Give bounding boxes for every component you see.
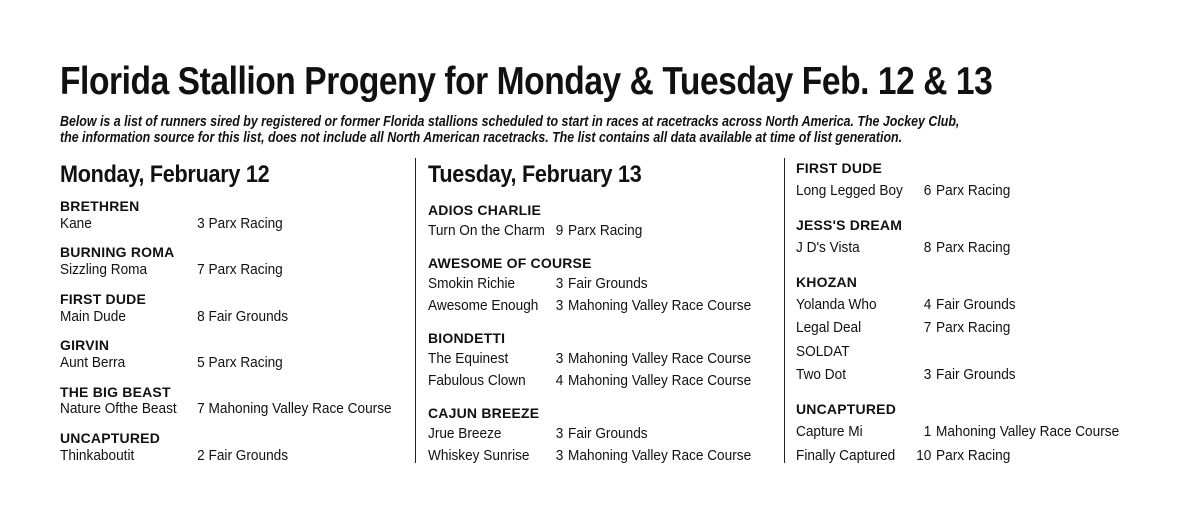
intro-text xyxy=(60,114,1137,146)
track-name: Fair Grounds xyxy=(208,448,289,464)
sire-name: BURNING ROMA xyxy=(60,244,175,260)
sire-name: JESS'S DREAM xyxy=(796,217,903,233)
intro-line-2: the information source for this list, does not include all North American racetracks. The list contains all data available at time of list generation. xyxy=(60,130,903,146)
post-number: 3 xyxy=(923,367,932,383)
monday-heading: Monday, February 12 xyxy=(60,161,270,188)
track-name: Mahoning Valley Race Course xyxy=(208,401,392,417)
horse-name: Awesome Enough xyxy=(428,298,539,314)
column-divider xyxy=(415,158,416,463)
horse-name: Smokin Richie xyxy=(428,276,516,292)
sire-name: FIRST DUDE xyxy=(796,160,882,176)
horse-name: Nature Ofthe Beast xyxy=(60,401,177,417)
sire-name: BRETHREN xyxy=(60,198,140,214)
column-divider xyxy=(784,158,785,463)
track-name: Parx Racing xyxy=(936,320,1011,336)
post-number: 8 xyxy=(923,240,932,256)
horse-name: SOLDAT xyxy=(796,344,850,360)
horse-name: Fabulous Clown xyxy=(428,373,526,389)
horse-name: Kane xyxy=(60,216,92,232)
track-name: Mahoning Valley Race Course xyxy=(568,448,752,464)
track-name: Mahoning Valley Race Course xyxy=(936,424,1120,440)
horse-name: J D's Vista xyxy=(796,240,860,256)
track-name: Fair Grounds xyxy=(208,309,289,325)
post-number: 7 xyxy=(197,262,205,278)
post-number: 7 xyxy=(197,401,205,417)
sire-name: UNCAPTURED xyxy=(60,430,160,446)
post-number: 4 xyxy=(923,297,932,313)
sire-name: AWESOME OF COURSE xyxy=(428,255,592,271)
post-number: 3 xyxy=(555,351,564,367)
post-number: 3 xyxy=(555,276,564,292)
horse-name: Long Legged Boy xyxy=(796,183,903,199)
horse-name: Legal Deal xyxy=(796,320,862,336)
page-title: Florida Stallion Progeny for Monday & Tuesday Feb. 12 & 13 xyxy=(60,60,993,103)
sire-name: ADIOS CHARLIE xyxy=(428,202,542,218)
horse-name: Aunt Berra xyxy=(60,355,126,371)
track-name: Fair Grounds xyxy=(936,297,1016,313)
horse-name: Thinkaboutit xyxy=(60,448,135,464)
horse-name: Finally Captured xyxy=(796,448,896,464)
post-number: 3 xyxy=(555,298,564,314)
tuesday-heading: Tuesday, February 13 xyxy=(428,161,642,188)
post-number: 10 xyxy=(916,448,932,464)
track-name: Parx Racing xyxy=(936,448,1011,464)
horse-name: Two Dot xyxy=(796,367,846,383)
post-number: 6 xyxy=(923,183,932,199)
sire-name: FIRST DUDE xyxy=(60,291,146,307)
sire-name: KHOZAN xyxy=(796,274,858,290)
track-name: Parx Racing xyxy=(936,240,1011,256)
post-number: 7 xyxy=(923,320,932,336)
post-number: 3 xyxy=(555,448,564,464)
horse-name: Yolanda Who xyxy=(796,297,877,313)
sire-name: THE BIG BEAST xyxy=(60,384,171,400)
horse-name: Whiskey Sunrise xyxy=(428,448,530,464)
horse-name: Jrue Breeze xyxy=(428,426,502,442)
sire-name: CAJUN BREEZE xyxy=(428,405,540,421)
track-name: Mahoning Valley Race Course xyxy=(568,373,752,389)
track-name: Parx Racing xyxy=(208,262,283,278)
sire-name: BIONDETTI xyxy=(428,330,506,346)
sire-name: UNCAPTURED xyxy=(796,401,896,417)
horse-name: Sizzling Roma xyxy=(60,262,148,278)
track-name: Mahoning Valley Race Course xyxy=(568,298,752,314)
track-name: Fair Grounds xyxy=(568,426,648,442)
post-number: 4 xyxy=(555,373,564,389)
post-number: 1 xyxy=(923,424,932,440)
post-number: 9 xyxy=(555,223,564,239)
post-number: 8 xyxy=(197,309,205,325)
intro-line-1: Below is a list of runners sired by registered or former Florida stallions scheduled to start in races at racetracks across North America. The Jockey Club, xyxy=(60,114,960,130)
track-name: Parx Racing xyxy=(208,355,283,371)
post-number: 3 xyxy=(555,426,564,442)
horse-name: Capture Mi xyxy=(796,424,863,440)
post-number: 5 xyxy=(197,355,205,371)
sire-name: GIRVIN xyxy=(60,337,110,353)
horse-name: Main Dude xyxy=(60,309,126,325)
post-number: 3 xyxy=(197,216,205,232)
post-number: 2 xyxy=(197,448,205,464)
track-name: Parx Racing xyxy=(936,183,1011,199)
track-name: Parx Racing xyxy=(568,223,643,239)
track-name: Mahoning Valley Race Course xyxy=(568,351,752,367)
horse-name: Turn On the Charm xyxy=(428,223,545,239)
track-name: Parx Racing xyxy=(208,216,283,232)
track-name: Fair Grounds xyxy=(936,367,1016,383)
track-name: Fair Grounds xyxy=(568,276,648,292)
horse-name: The Equinest xyxy=(428,351,509,367)
